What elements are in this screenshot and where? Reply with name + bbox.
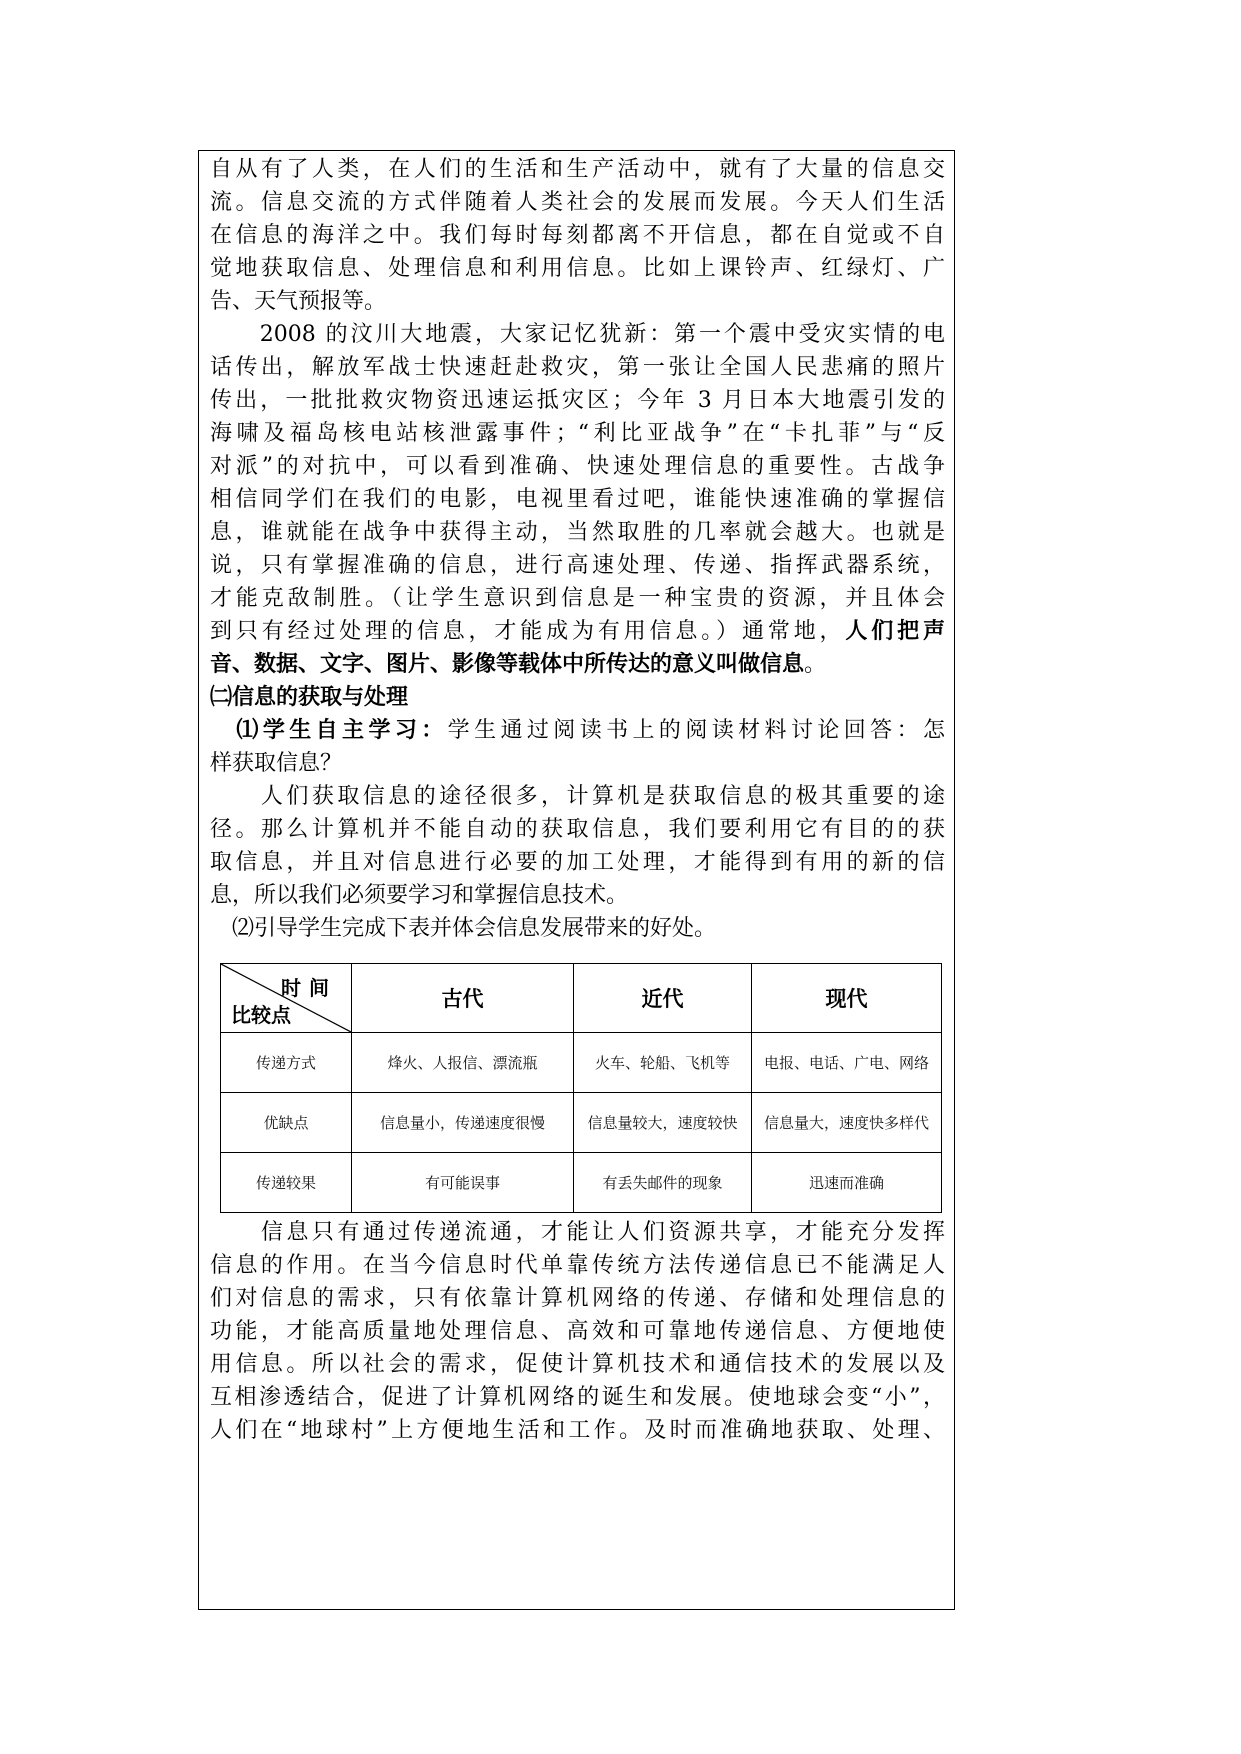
text-line: 在信息的海洋之中。我们每时每刻都离不开信息，都在自觉或不自 [210,223,945,248]
subheading-bold-segment: ⑴学生自主学习： [210,717,448,743]
text-line: 用信息。所以社会的需求，促使计算机技术和通信技术的发展以及 [210,1352,945,1377]
table-row [221,1093,942,1153]
text-line: 流。信息交流的方式伴随着人类社会的发展而发展。今天人们生活 [210,190,945,215]
table-cell: 信息量小，传递速度很慢 [352,1093,574,1153]
table-header-cell: 现代 [752,964,942,1033]
text-line: 2008 的汶川大地震，大家记忆犹新：第一个震中受灾实情的电 [210,322,945,347]
text-line-mixed [210,714,945,747]
text-line: 样获取信息？ [210,751,343,776]
text-line: 告、天气预报等。 [210,289,387,314]
text-line: 才能克敌制胜。（让学生意识到信息是一种宝贵的资源，并且体会 [210,586,945,611]
text-segment: 学生通过阅读书上的阅读材料讨论回答：怎 [447,718,945,743]
text-line: 信息只有通过传递流通，才能让人们资源共享，才能充分发挥 [210,1220,945,1245]
text-line: 话传出，解放军战士快速赶赴救灾，第一张让全国人民悲痛的照片 [210,355,945,380]
text-line: 息，谁就能在战争中获得主动，当然取胜的几率就会越大。也就是 [210,520,945,545]
table-cell: 信息量大，速度快多样代 [752,1093,942,1153]
table-cell: 有丢失邮件的现象 [574,1153,752,1213]
text-line: 人们获取信息的途径很多，计算机是获取信息的极其重要的途 [210,784,945,809]
table-row-label: 传递方式 [221,1033,352,1093]
table-header-cell: 古代 [352,964,574,1033]
corner-label-comparison: 比较点 [231,1003,291,1027]
table-row [221,1033,942,1093]
text-line: 径。那么计算机并不能自动的获取信息，我们要利用它有目的的获 [210,817,945,842]
text-line: 自从有了人类，在人们的生活和生产活动中，就有了大量的信息交 [210,157,945,182]
text-line: 传出，一批批救灾物资迅速运抵灾区；今年 3 月日本大地震引发的 [210,388,945,413]
text-line: 对派”的对抗中，可以看到准确、快速处理信息的重要性。古战争 [210,454,945,479]
table-cell: 火车、轮船、飞机等 [574,1033,752,1093]
table-cell: 有可能误事 [352,1153,574,1213]
table-corner-cell [221,964,352,1033]
section-heading: ㈡信息的获取与处理 [210,684,409,710]
text-line-mixed [210,615,945,648]
text-line-mixed [210,648,945,681]
text-line: 息，所以我们必须要学习和掌握信息技术。 [210,883,629,908]
corner-label-time: 时间 [281,976,337,1000]
table-cell: 电报、电话、广电、网络 [752,1033,942,1093]
text-line: 互相渗透结合，促进了计算机网络的诞生和发展。使地球会变“小”， [210,1385,945,1410]
table-header-row [221,964,942,1033]
text-segment: 到只有经过处理的信息，才能成为有用信息。）通常地， [210,619,846,644]
text-line: 功能，才能高质量地处理信息、高效和可靠地传递信息、方便地使 [210,1319,945,1344]
text-line: 说，只有掌握准确的信息，进行高速处理、传递、指挥武器系统， [210,553,945,578]
table-cell: 迅速而准确 [752,1153,942,1213]
table-row-label: 优缺点 [221,1093,352,1153]
table-cell: 烽火、人报信、漂流瓶 [352,1033,574,1093]
text-line: 觉地获取信息、处理信息和利用信息。比如上课铃声、红绿灯、广 [210,256,945,281]
text-line: 们对信息的需求，只有依靠计算机网络的传递、存储和处理信息的 [210,1286,945,1311]
definition-bold-segment: 音、数据、文字、图片、影像等载体中所传达的意义叫做信息 [210,651,805,677]
text-segment: 。 [804,652,827,677]
table-row-label: 传递较果 [221,1153,352,1213]
text-line: 信息的作用。在当今信息时代单靠传统方法传递信息已不能满足人 [210,1253,945,1278]
text-line: 相信同学们在我们的电影，电视里看过吧，谁能快速准确的掌握信 [210,487,945,512]
comparison-table [220,963,942,1213]
text-line: 取信息，并且对信息进行必要的加工处理，才能得到有用的新的信 [210,850,945,875]
text-line: ⑵引导学生完成下表并体会信息发展带来的好处。 [210,916,717,941]
table-cell: 信息量较大，速度较快 [574,1093,752,1153]
text-line: 人们在“地球村”上方便地生活和工作。及时而准确地获取、处理、 [210,1418,945,1443]
table-header-cell: 近代 [574,964,752,1033]
text-line: 海啸及福岛核电站核泄露事件；“利比亚战争”在“卡扎菲”与“反 [210,421,945,446]
top-text-block [210,153,945,945]
bottom-text-block [210,1216,945,1447]
definition-bold-segment: 人们把声 [845,618,945,644]
table-row [221,1153,942,1213]
